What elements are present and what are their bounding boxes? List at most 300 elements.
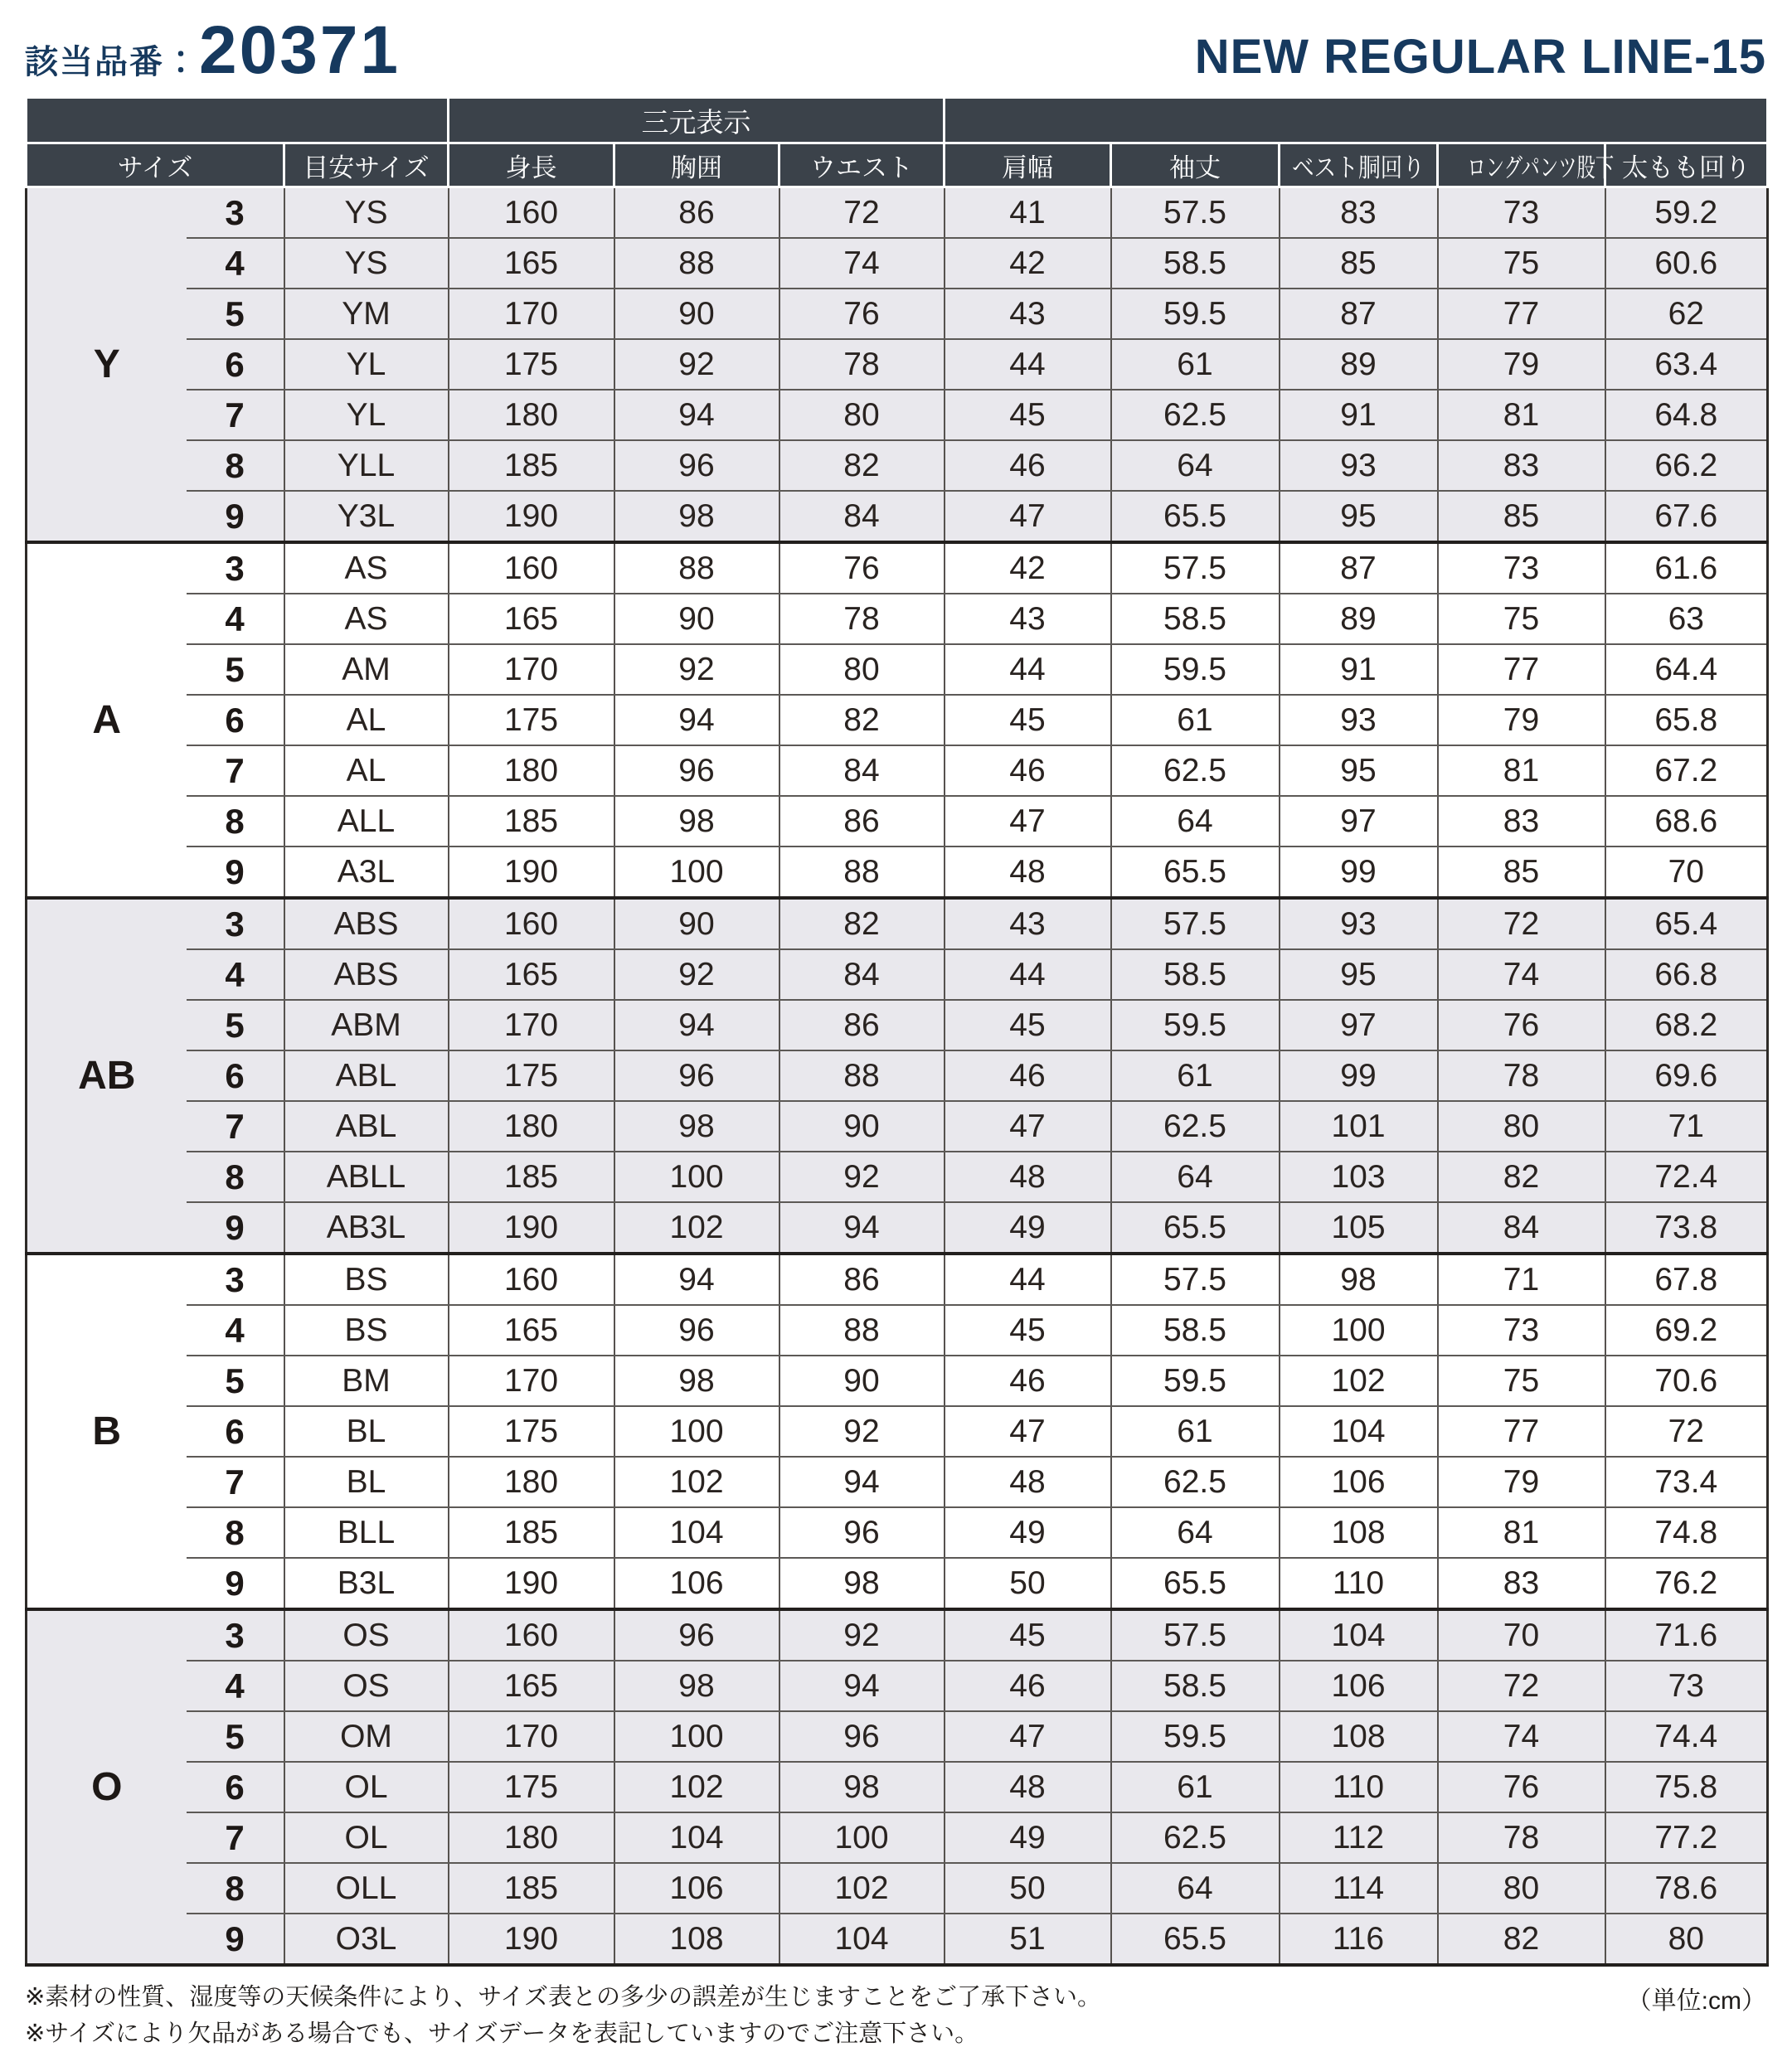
cell-sleeve-length: 65.5 [1111,491,1280,542]
cell-approx-size: Y3L [284,491,449,542]
table-row [27,1000,1768,1050]
cell-long-pants-inseam: 76 [1438,1000,1605,1050]
cell-height: 165 [449,1305,614,1356]
cell-waist: 92 [779,1152,945,1202]
cell-waist: 102 [779,1863,945,1914]
cell-thigh: 72 [1605,1406,1768,1457]
cell-size-number: 3 [187,898,284,949]
table-row [27,1305,1768,1356]
table-row [27,1254,1768,1305]
cell-sleeve-length: 58.5 [1111,238,1280,289]
cell-chest: 88 [614,542,779,594]
cell-thigh: 67.8 [1605,1254,1768,1305]
cell-sleeve-length: 59.5 [1111,1356,1280,1406]
table-row [27,1101,1768,1152]
cell-size-number: 4 [187,1661,284,1711]
col-header-waist: ウエスト [779,143,945,187]
cell-sleeve-length: 64 [1111,1863,1280,1914]
cell-shoulder-width: 49 [945,1507,1111,1558]
cell-approx-size: AM [284,644,449,695]
cell-waist: 86 [779,1254,945,1305]
cell-height: 160 [449,542,614,594]
cell-chest: 106 [614,1558,779,1609]
cell-long-pants-inseam: 80 [1438,1863,1605,1914]
cell-waist: 92 [779,1609,945,1661]
cell-height: 185 [449,1507,614,1558]
product-number-block [25,12,401,90]
cell-chest: 94 [614,695,779,745]
cell-sleeve-length: 59.5 [1111,1711,1280,1762]
cell-shoulder-width: 42 [945,542,1111,594]
cell-vest-waist: 97 [1280,1000,1438,1050]
cell-vest-waist: 116 [1280,1914,1438,1965]
cell-shoulder-width: 49 [945,1202,1111,1254]
cell-height: 165 [449,949,614,1000]
cell-waist: 76 [779,542,945,594]
cell-vest-waist: 83 [1280,187,1438,239]
cell-size-number: 5 [187,1356,284,1406]
cell-approx-size: BS [284,1254,449,1305]
cell-shoulder-width: 48 [945,847,1111,898]
cell-sleeve-length: 62.5 [1111,1101,1280,1152]
table-row [27,542,1768,594]
cell-thigh: 69.6 [1605,1050,1768,1101]
cell-chest: 98 [614,1661,779,1711]
cell-approx-size: ABL [284,1101,449,1152]
cell-shoulder-width: 41 [945,187,1111,239]
cell-waist: 86 [779,1000,945,1050]
cell-approx-size: YLL [284,440,449,491]
cell-size-number: 3 [187,1609,284,1661]
cell-thigh: 80 [1605,1914,1768,1965]
cell-shoulder-width: 44 [945,1254,1111,1305]
line-name-title: NEW REGULAR LINE-15 [1195,29,1766,85]
cell-size-number: 8 [187,1863,284,1914]
cell-waist: 88 [779,1050,945,1101]
cell-approx-size: OL [284,1812,449,1863]
cell-waist: 82 [779,898,945,949]
cell-chest: 98 [614,1356,779,1406]
cell-height: 190 [449,491,614,542]
cell-long-pants-inseam: 84 [1438,1202,1605,1254]
cell-size-number: 4 [187,1305,284,1356]
cell-thigh: 60.6 [1605,238,1768,289]
cell-sleeve-length: 62.5 [1111,1457,1280,1507]
cell-waist: 92 [779,1406,945,1457]
size-table-body [27,187,1768,1966]
cell-vest-waist: 93 [1280,440,1438,491]
cell-thigh: 62 [1605,289,1768,339]
cell-shoulder-width: 43 [945,898,1111,949]
cell-chest: 106 [614,1863,779,1914]
cell-thigh: 65.4 [1605,898,1768,949]
cell-thigh: 66.2 [1605,440,1768,491]
table-row [27,1558,1768,1609]
cell-chest: 98 [614,491,779,542]
table-row [27,949,1768,1000]
cell-height: 170 [449,1356,614,1406]
cell-vest-waist: 100 [1280,1305,1438,1356]
cell-approx-size: ABS [284,898,449,949]
cell-chest: 92 [614,339,779,390]
cell-sleeve-length: 65.5 [1111,1202,1280,1254]
cell-approx-size: YM [284,289,449,339]
cell-height: 160 [449,1609,614,1661]
cell-shoulder-width: 49 [945,1812,1111,1863]
col-header-sleeve-length: 袖丈 [1111,143,1280,187]
cell-height: 175 [449,1406,614,1457]
cell-shoulder-width: 46 [945,1661,1111,1711]
cell-vest-waist: 99 [1280,847,1438,898]
cell-sleeve-length: 62.5 [1111,1812,1280,1863]
cell-shoulder-width: 43 [945,594,1111,644]
cell-shoulder-width: 45 [945,1000,1111,1050]
cell-height: 175 [449,1762,614,1812]
cell-height: 175 [449,1050,614,1101]
cell-long-pants-inseam: 73 [1438,187,1605,239]
cell-sleeve-length: 58.5 [1111,1305,1280,1356]
cell-sleeve-length: 59.5 [1111,289,1280,339]
cell-chest: 94 [614,390,779,440]
cell-size-number: 8 [187,440,284,491]
col-header-chest: 胸囲 [614,143,779,187]
cell-vest-waist: 110 [1280,1762,1438,1812]
cell-shoulder-width: 45 [945,1609,1111,1661]
table-row [27,1609,1768,1661]
col-header-approx-size: 目安サイズ [284,143,449,187]
table-row [27,847,1768,898]
cell-thigh: 74.8 [1605,1507,1768,1558]
cell-vest-waist: 97 [1280,796,1438,847]
cell-chest: 92 [614,949,779,1000]
product-number: 20371 [199,12,401,88]
cell-size-number: 4 [187,594,284,644]
cell-shoulder-width: 50 [945,1558,1111,1609]
cell-long-pants-inseam: 83 [1438,1558,1605,1609]
cell-thigh: 71.6 [1605,1609,1768,1661]
col-header-shoulder-width: 肩幅 [945,143,1111,187]
cell-height: 180 [449,745,614,796]
cell-waist: 84 [779,949,945,1000]
table-row [27,1406,1768,1457]
span-header-label: 三元表示 [642,101,751,140]
cell-vest-waist: 98 [1280,1254,1438,1305]
cell-long-pants-inseam: 81 [1438,745,1605,796]
cell-vest-waist: 102 [1280,1356,1438,1406]
cell-sleeve-length: 64 [1111,1152,1280,1202]
cell-size-number: 8 [187,1507,284,1558]
cell-sleeve-length: 59.5 [1111,644,1280,695]
cell-size-number: 5 [187,644,284,695]
cell-long-pants-inseam: 80 [1438,1101,1605,1152]
cell-height: 185 [449,1863,614,1914]
cell-chest: 100 [614,847,779,898]
size-group-cell: O [27,1609,187,1965]
table-row [27,289,1768,339]
cell-shoulder-width: 47 [945,1101,1111,1152]
cell-vest-waist: 89 [1280,594,1438,644]
cell-height: 190 [449,847,614,898]
cell-approx-size: ABS [284,949,449,1000]
cell-waist: 86 [779,796,945,847]
header-spacer-left [27,98,449,143]
product-number-label: 該当品番： [25,44,199,80]
cell-waist: 94 [779,1661,945,1711]
cell-shoulder-width: 47 [945,796,1111,847]
cell-approx-size: AS [284,594,449,644]
cell-shoulder-width: 44 [945,339,1111,390]
cell-size-number: 7 [187,1812,284,1863]
size-group-cell: A [27,542,187,898]
cell-waist: 84 [779,745,945,796]
cell-approx-size: YS [284,187,449,239]
cell-approx-size: YL [284,390,449,440]
cell-size-number: 9 [187,1558,284,1609]
cell-vest-waist: 95 [1280,491,1438,542]
table-row [27,1356,1768,1406]
cell-waist: 82 [779,440,945,491]
table-row [27,1863,1768,1914]
table-row [27,1152,1768,1202]
cell-vest-waist: 85 [1280,238,1438,289]
cell-size-number: 9 [187,1914,284,1965]
cell-chest: 96 [614,1050,779,1101]
cell-vest-waist: 103 [1280,1152,1438,1202]
cell-approx-size: OS [284,1609,449,1661]
header-spacer-right [945,98,1768,143]
cell-approx-size: BLL [284,1507,449,1558]
footnote-material: ※素材の性質、湿度等の天候条件により、サイズ表との多少の誤差が生じますことをご了承下さい。 [25,1980,1101,2016]
cell-chest: 90 [614,594,779,644]
col-header-vest-waist: ベスト胴回り [1280,143,1438,187]
cell-waist: 88 [779,1305,945,1356]
cell-long-pants-inseam: 82 [1438,1152,1605,1202]
cell-approx-size: B3L [284,1558,449,1609]
cell-vest-waist: 104 [1280,1406,1438,1457]
cell-thigh: 74.4 [1605,1711,1768,1762]
cell-thigh: 76.2 [1605,1558,1768,1609]
cell-vest-waist: 105 [1280,1202,1438,1254]
cell-size-number: 5 [187,1000,284,1050]
cell-thigh: 67.6 [1605,491,1768,542]
cell-size-number: 7 [187,1457,284,1507]
cell-long-pants-inseam: 81 [1438,390,1605,440]
cell-sleeve-length: 62.5 [1111,745,1280,796]
cell-vest-waist: 110 [1280,1558,1438,1609]
cell-size-number: 9 [187,1202,284,1254]
cell-height: 185 [449,440,614,491]
cell-approx-size: AS [284,542,449,594]
column-header-row [27,143,1768,187]
cell-height: 165 [449,594,614,644]
cell-shoulder-width: 44 [945,644,1111,695]
cell-size-number: 9 [187,847,284,898]
cell-height: 190 [449,1558,614,1609]
cell-approx-size: ALL [284,796,449,847]
table-row [27,339,1768,390]
table-row [27,644,1768,695]
cell-thigh: 70 [1605,847,1768,898]
cell-long-pants-inseam: 83 [1438,440,1605,491]
cell-height: 160 [449,898,614,949]
cell-shoulder-width: 45 [945,390,1111,440]
cell-shoulder-width: 47 [945,1711,1111,1762]
cell-sleeve-length: 64 [1111,440,1280,491]
table-row [27,238,1768,289]
cell-long-pants-inseam: 75 [1438,594,1605,644]
cell-approx-size: A3L [284,847,449,898]
table-row [27,1457,1768,1507]
cell-chest: 102 [614,1762,779,1812]
cell-waist: 80 [779,390,945,440]
col-header-height: 身長 [449,143,614,187]
cell-size-number: 5 [187,1711,284,1762]
unit-note: （単位:cm） [1627,1980,1766,2016]
cell-height: 185 [449,796,614,847]
table-row [27,1202,1768,1254]
cell-size-number: 6 [187,695,284,745]
cell-thigh: 68.6 [1605,796,1768,847]
cell-thigh: 72.4 [1605,1152,1768,1202]
cell-long-pants-inseam: 85 [1438,491,1605,542]
cell-waist: 96 [779,1507,945,1558]
cell-shoulder-width: 46 [945,440,1111,491]
cell-thigh: 61.6 [1605,542,1768,594]
cell-waist: 74 [779,238,945,289]
cell-size-number: 3 [187,542,284,594]
page-footer [25,1980,1766,2052]
cell-vest-waist: 114 [1280,1863,1438,1914]
cell-long-pants-inseam: 72 [1438,1661,1605,1711]
cell-size-number: 7 [187,745,284,796]
table-row [27,390,1768,440]
table-row [27,1914,1768,1965]
cell-chest: 96 [614,440,779,491]
cell-vest-waist: 108 [1280,1507,1438,1558]
col-header-thigh: 太もも回り [1605,143,1768,187]
cell-sleeve-length: 64 [1111,796,1280,847]
cell-thigh: 66.8 [1605,949,1768,1000]
cell-vest-waist: 106 [1280,1661,1438,1711]
cell-waist: 80 [779,644,945,695]
cell-long-pants-inseam: 75 [1438,238,1605,289]
cell-vest-waist: 91 [1280,390,1438,440]
cell-sleeve-length: 57.5 [1111,1609,1280,1661]
cell-waist: 78 [779,594,945,644]
cell-waist: 104 [779,1914,945,1965]
cell-vest-waist: 91 [1280,644,1438,695]
cell-size-number: 7 [187,1101,284,1152]
table-row [27,594,1768,644]
span-header-row [27,98,1768,143]
cell-sleeve-length: 57.5 [1111,1254,1280,1305]
page-header [25,12,1766,88]
cell-thigh: 71 [1605,1101,1768,1152]
table-row [27,187,1768,239]
cell-size-number: 9 [187,491,284,542]
table-row [27,440,1768,491]
cell-chest: 96 [614,1609,779,1661]
table-row [27,898,1768,949]
cell-shoulder-width: 45 [945,695,1111,745]
table-row [27,1661,1768,1711]
cell-long-pants-inseam: 77 [1438,289,1605,339]
table-row [27,1711,1768,1762]
cell-height: 160 [449,1254,614,1305]
table-header [27,98,1768,187]
cell-height: 190 [449,1202,614,1254]
cell-size-number: 6 [187,1050,284,1101]
cell-size-number: 8 [187,796,284,847]
cell-sleeve-length: 58.5 [1111,594,1280,644]
cell-sleeve-length: 57.5 [1111,898,1280,949]
cell-vest-waist: 95 [1280,949,1438,1000]
cell-chest: 100 [614,1152,779,1202]
cell-vest-waist: 93 [1280,898,1438,949]
cell-approx-size: BM [284,1356,449,1406]
cell-size-number: 6 [187,339,284,390]
cell-shoulder-width: 44 [945,949,1111,1000]
header-sangen-hyoji [449,98,945,143]
cell-chest: 86 [614,187,779,239]
cell-sleeve-length: 58.5 [1111,949,1280,1000]
cell-long-pants-inseam: 81 [1438,1507,1605,1558]
cell-sleeve-length: 58.5 [1111,1661,1280,1711]
cell-long-pants-inseam: 78 [1438,1050,1605,1101]
cell-size-number: 6 [187,1406,284,1457]
col-header-long-pants-inseam: ロングパンツ股下 [1438,143,1605,187]
cell-long-pants-inseam: 70 [1438,1609,1605,1661]
cell-thigh: 75.8 [1605,1762,1768,1812]
cell-thigh: 63.4 [1605,339,1768,390]
cell-vest-waist: 89 [1280,339,1438,390]
cell-thigh: 64.4 [1605,644,1768,695]
cell-thigh: 78.6 [1605,1863,1768,1914]
cell-size-number: 6 [187,1762,284,1812]
cell-approx-size: O3L [284,1914,449,1965]
table-row [27,1762,1768,1812]
table-row [27,796,1768,847]
cell-waist: 84 [779,491,945,542]
cell-vest-waist: 87 [1280,289,1438,339]
cell-waist: 98 [779,1762,945,1812]
cell-long-pants-inseam: 74 [1438,949,1605,1000]
cell-chest: 96 [614,745,779,796]
cell-sleeve-length: 64 [1111,1507,1280,1558]
cell-thigh: 73.8 [1605,1202,1768,1254]
cell-vest-waist: 104 [1280,1609,1438,1661]
cell-sleeve-length: 62.5 [1111,390,1280,440]
cell-long-pants-inseam: 79 [1438,1457,1605,1507]
cell-height: 180 [449,1101,614,1152]
cell-thigh: 68.2 [1605,1000,1768,1050]
cell-shoulder-width: 48 [945,1457,1111,1507]
cell-thigh: 63 [1605,594,1768,644]
cell-chest: 94 [614,1254,779,1305]
table-row [27,1812,1768,1863]
cell-approx-size: AL [284,695,449,745]
size-chart-table [25,96,1769,1967]
cell-shoulder-width: 47 [945,491,1111,542]
cell-long-pants-inseam: 76 [1438,1762,1605,1812]
cell-waist: 100 [779,1812,945,1863]
cell-chest: 98 [614,796,779,847]
cell-shoulder-width: 47 [945,1406,1111,1457]
cell-size-number: 5 [187,289,284,339]
table-row [27,491,1768,542]
cell-size-number: 7 [187,390,284,440]
footnote-stock: ※サイズにより欠品がある場合でも、サイズデータを表記していますのでご注意下さい。 [25,2016,1101,2052]
